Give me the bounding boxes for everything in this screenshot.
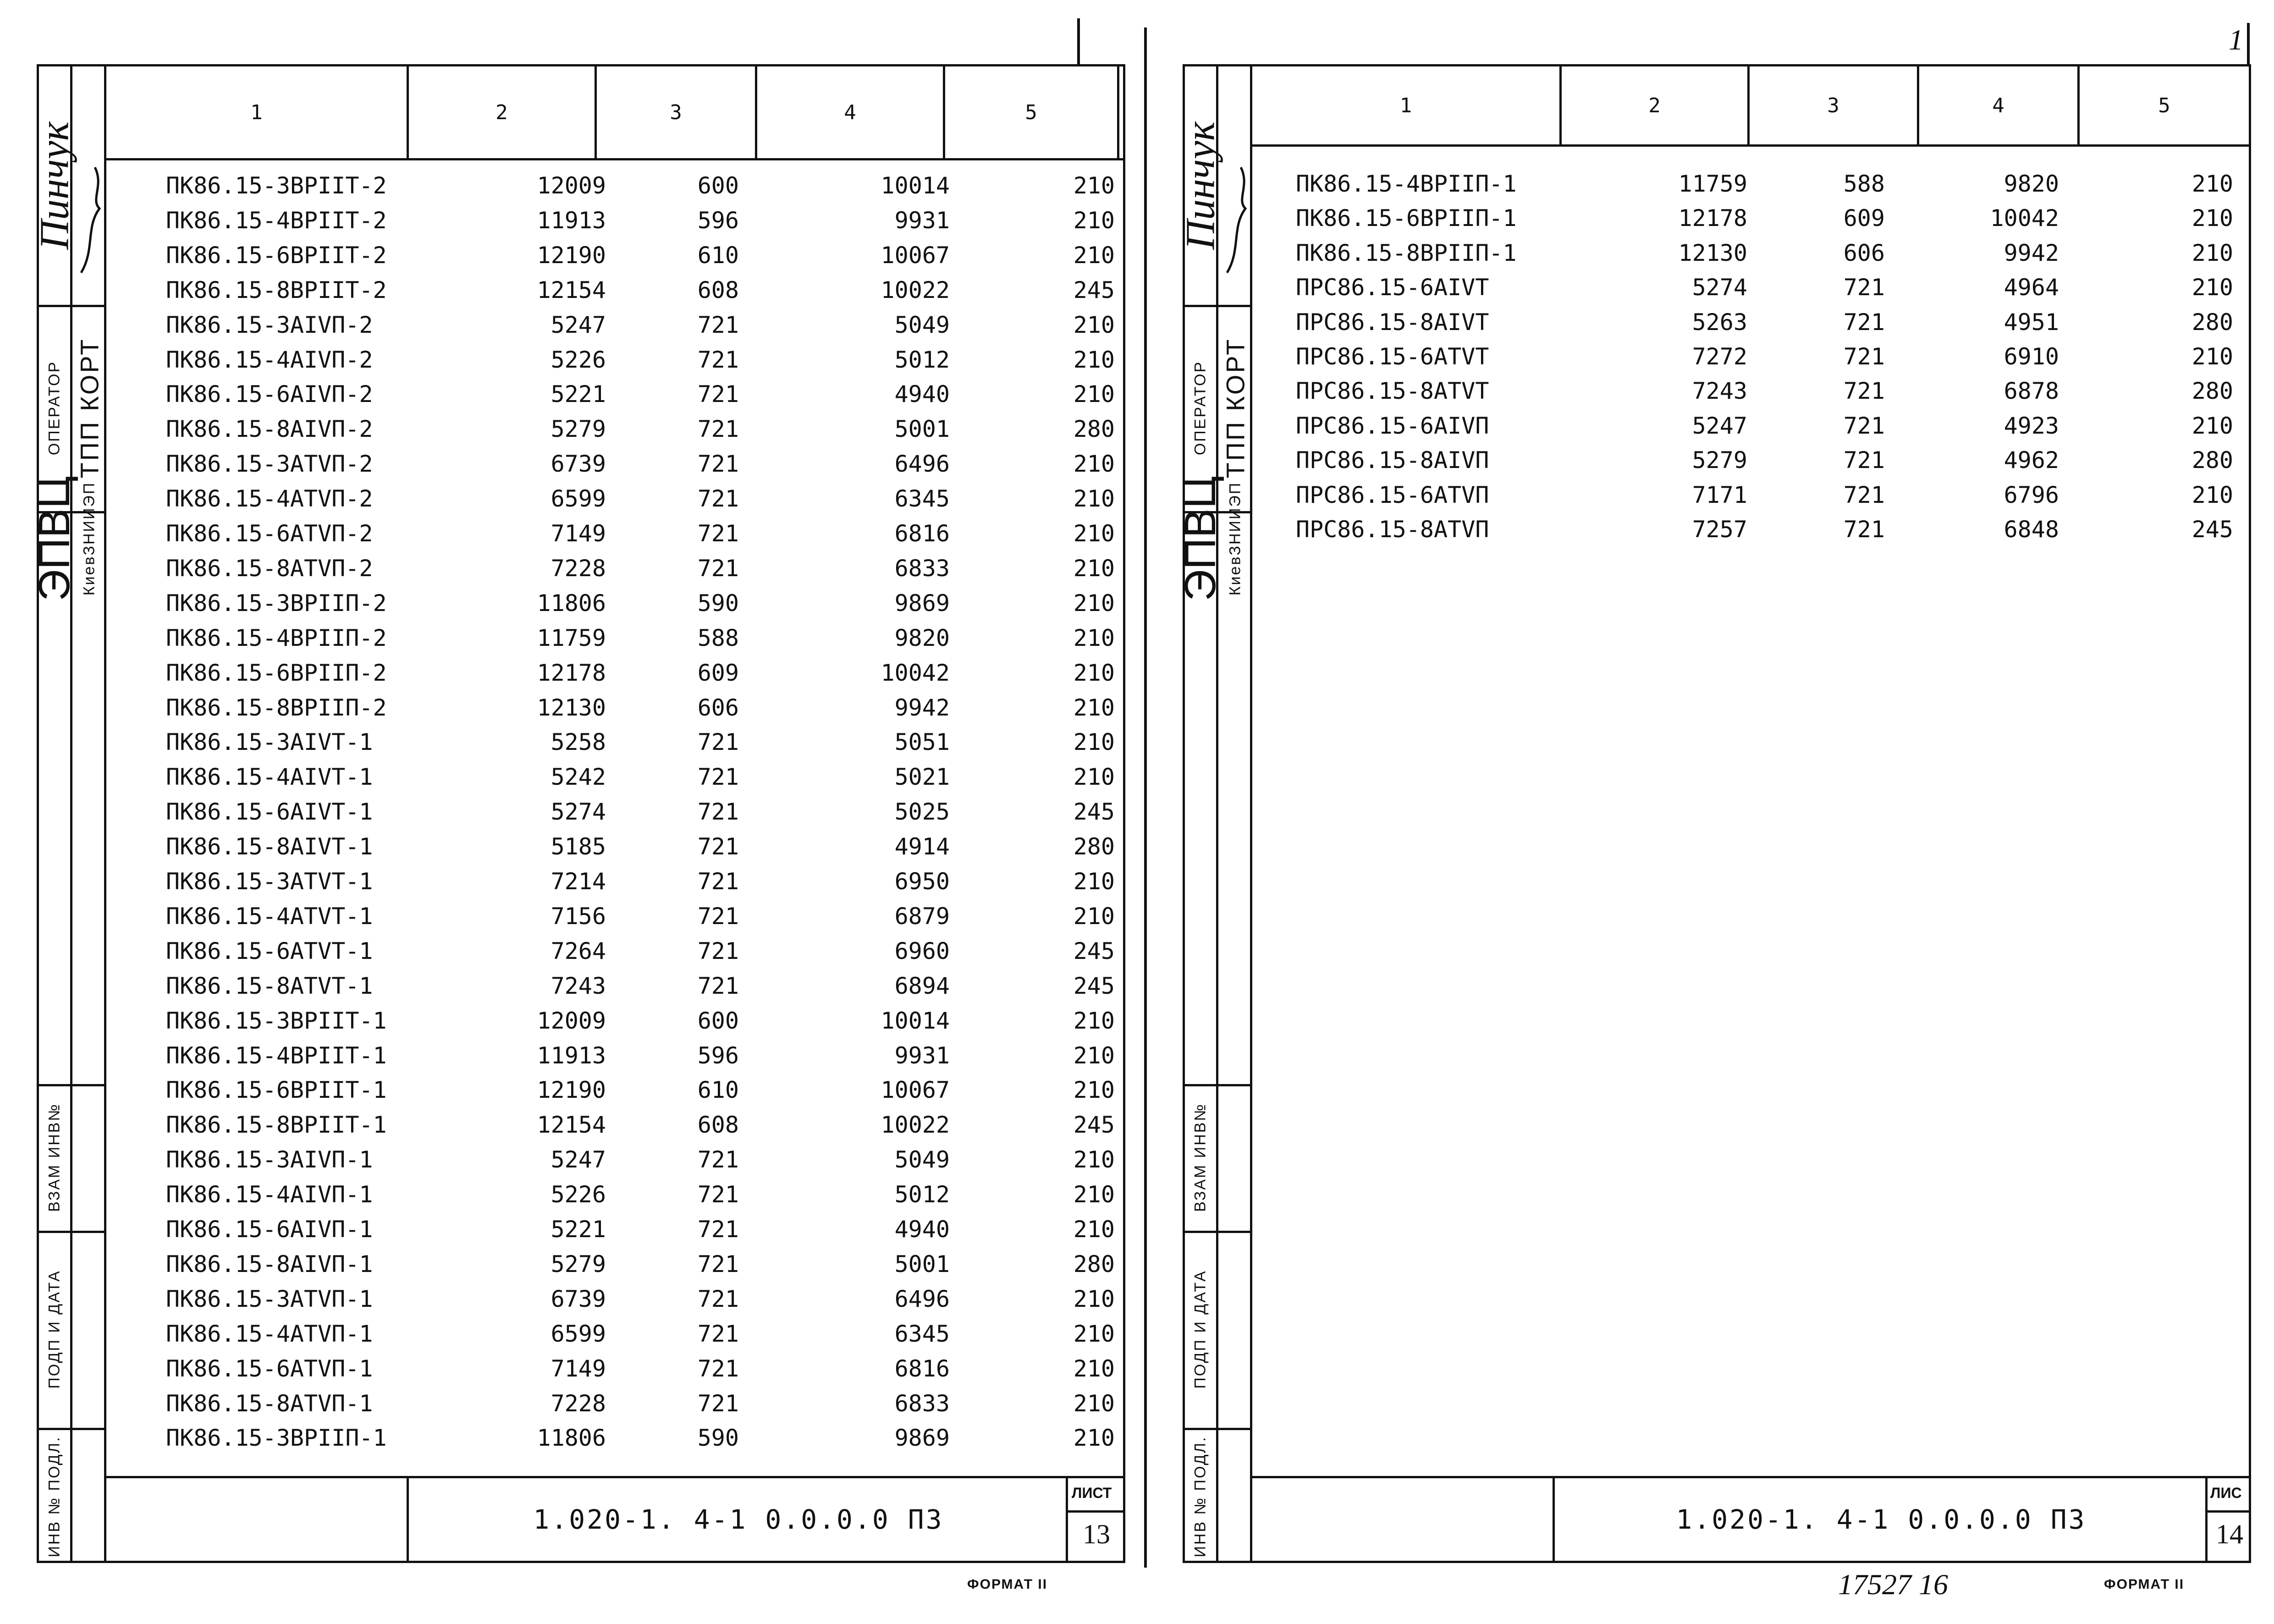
cell-value-2: 7228 (551, 1390, 606, 1417)
cell-value-4: 10067 (881, 242, 950, 269)
cell-value-5: 280 (2191, 447, 2233, 474)
cell-value-5: 210 (1073, 1390, 1115, 1417)
cell-value-2: 7214 (551, 868, 606, 895)
cell-mark: ПК86.15-4ВРIIП-1 (1296, 171, 1517, 197)
cell-mark: ПК86.15-4АIVП-2 (166, 346, 373, 373)
cell-value-2: 12154 (537, 276, 606, 303)
cell-value-5: 210 (1073, 868, 1115, 895)
cell-value-2: 11806 (537, 589, 606, 617)
cell-mark: ПРС86.15-6АIVТ (1296, 274, 1489, 301)
cell-value-5: 210 (1073, 242, 1115, 269)
cell-value-4: 6878 (2004, 378, 2059, 405)
cell-value-2: 5226 (551, 1181, 606, 1208)
col-header-4: 4 (757, 66, 945, 158)
cell-mark: ПК86.15-6АIVП-2 (166, 381, 373, 408)
cell-value-2: 5242 (551, 764, 606, 791)
cell-value-2: 5247 (1692, 412, 1747, 439)
signature-mark (77, 158, 106, 277)
col-header-5: 5 (2158, 94, 2170, 117)
col-header-3: 3 (1750, 66, 1919, 144)
cell-value-5: 210 (1073, 1355, 1115, 1382)
cell-mark: ПК86.15-4АIVП-1 (166, 1181, 373, 1208)
operator-sub: ТПП КОРТ (1221, 337, 1250, 479)
cell-value-2: 11913 (537, 207, 606, 234)
cell-mark: ПК86.15-3АIVП-1 (166, 1146, 373, 1173)
list-number: 13 (1083, 1519, 1110, 1549)
doc-code: 1.020-1. 4-1 0.0.0.0 ПЗ (533, 1504, 944, 1535)
cell-value-4: 5012 (894, 1181, 950, 1208)
cell-value-2: 7156 (551, 903, 606, 930)
list-box (1066, 1478, 1123, 1561)
cell-value-5: 210 (1073, 346, 1115, 373)
cell-value-2: 6599 (551, 1320, 606, 1347)
cell-value-4: 9820 (894, 624, 950, 651)
cell-value-4: 4914 (894, 833, 950, 860)
cell-value-5: 210 (2191, 239, 2233, 266)
list-number: 14 (2216, 1519, 2243, 1549)
signature-mark (1222, 158, 1252, 277)
cell-value-4: 5012 (894, 346, 950, 373)
cell-value-4: 10022 (881, 1112, 950, 1139)
cell-mark: ПК86.15-8АIVП-1 (166, 1250, 373, 1277)
handwritten-number: 17527 16 (1838, 1568, 1948, 1601)
table-header (106, 66, 1123, 160)
operator-label: ОПЕРАТОР (1191, 360, 1209, 456)
cell-value-5: 210 (1073, 659, 1115, 686)
cell-mark: ПК86.15-4ВРIIТ-2 (166, 207, 387, 234)
cell-value-2: 5221 (551, 1216, 606, 1243)
cell-mark: ПРС86.15-8АТVП (1296, 516, 1489, 543)
operator-sub: ТПП КОРТ (75, 337, 104, 479)
cell-value-3: 606 (697, 694, 739, 721)
list-label: ЛИС (2210, 1485, 2242, 1501)
cell-value-5: 210 (1073, 1216, 1115, 1243)
cell-value-3: 588 (697, 624, 739, 651)
cell-value-2: 5226 (551, 346, 606, 373)
cell-mark: ПК86.15-8ВРIIТ-2 (166, 276, 387, 303)
cell-mark: ПРС86.15-8АIVП (1296, 447, 1489, 474)
cell-value-2: 5247 (551, 1146, 606, 1173)
cell-value-4: 5025 (894, 798, 950, 826)
cell-value-5: 210 (1073, 1425, 1115, 1452)
cell-mark: ПК86.15-6АIVТ-1 (166, 798, 373, 826)
cell-value-2: 12154 (537, 1112, 606, 1139)
cell-value-4: 9869 (894, 1425, 950, 1452)
podp-data-label: ПОДП И ДАТА (1191, 1270, 1209, 1389)
cell-value-5: 210 (1073, 903, 1115, 930)
cell-mark: ПК86.15-8ВРIIТ-1 (166, 1112, 387, 1139)
cell-value-5: 210 (1073, 694, 1115, 721)
cell-mark: ПК86.15-3АIVТ-1 (166, 729, 373, 756)
cell-value-4: 4951 (2004, 308, 2059, 336)
cell-value-5: 245 (1073, 1112, 1115, 1139)
side-stamp (1176, 64, 1252, 1563)
cell-value-3: 721 (697, 729, 739, 756)
cell-value-4: 5001 (894, 1250, 950, 1277)
cell-value-5: 210 (1073, 520, 1115, 547)
signature-text: Пинчук (32, 121, 77, 250)
cell-value-3: 600 (697, 172, 739, 199)
cell-mark: ПК86.15-3ВРIIП-1 (166, 1425, 387, 1452)
cell-value-5: 210 (2191, 171, 2233, 197)
cell-value-2: 5279 (551, 416, 606, 443)
cell-value-3: 721 (697, 1355, 739, 1382)
cell-value-5: 210 (1073, 1042, 1115, 1069)
cell-value-2: 7149 (551, 1355, 606, 1382)
cell-value-3: 721 (697, 937, 739, 964)
cell-value-5: 210 (1073, 1007, 1115, 1034)
sheet-14 (1176, 64, 2251, 1601)
cell-value-2: 6739 (551, 451, 606, 478)
cell-value-4: 6496 (894, 1285, 950, 1312)
cell-value-4: 9942 (2004, 239, 2059, 266)
cell-value-5: 280 (2191, 308, 2233, 336)
col-header-3: 3 (597, 66, 757, 158)
cell-mark: ПК86.15-8АТVТ-1 (166, 972, 373, 999)
cell-mark: ПРС86.15-6АТVП (1296, 481, 1489, 508)
cell-mark: ПРС86.15-6АТVТ (1296, 343, 1489, 370)
cell-mark: ПК86.15-6ВРIIП-2 (166, 659, 387, 686)
list-box (2205, 1478, 2249, 1561)
cell-value-4: 4964 (2004, 274, 2059, 301)
cell-value-4: 4923 (2004, 412, 2059, 439)
cell-mark: ПК86.15-6АIVП-1 (166, 1216, 373, 1243)
cell-value-5: 210 (1073, 1320, 1115, 1347)
cell-value-3: 721 (1843, 447, 1885, 474)
cell-value-3: 600 (697, 1007, 739, 1034)
cell-value-3: 721 (1843, 516, 1885, 543)
cell-mark: ПК86.15-4АТVП-1 (166, 1320, 373, 1347)
cell-value-3: 721 (1843, 412, 1885, 439)
cell-value-2: 7272 (1692, 343, 1747, 370)
cell-value-3: 596 (697, 1042, 739, 1069)
cell-value-5: 210 (1073, 1077, 1115, 1104)
cell-mark: ПК86.15-6ВРIIТ-1 (166, 1077, 387, 1104)
cell-value-4: 6833 (894, 1390, 950, 1417)
cell-value-4: 9931 (894, 1042, 950, 1069)
cell-value-3: 609 (697, 659, 739, 686)
cell-value-2: 7257 (1692, 516, 1747, 543)
cell-value-5: 280 (2191, 378, 2233, 405)
cell-value-2: 7171 (1692, 481, 1747, 508)
cell-value-2: 12009 (537, 1007, 606, 1034)
cell-value-3: 721 (1843, 308, 1885, 336)
cell-value-5: 210 (1073, 1146, 1115, 1173)
cell-mark: ПРС86.15-8АIVТ (1296, 308, 1489, 336)
cell-value-4: 6960 (894, 937, 950, 964)
org-label: ЭПВЦ (1176, 476, 1225, 601)
cell-value-5: 210 (2191, 343, 2233, 370)
cell-value-3: 721 (1843, 274, 1885, 301)
cell-value-4: 6816 (894, 520, 950, 547)
cell-value-3: 721 (697, 1320, 739, 1347)
cell-value-2: 12130 (1678, 239, 1747, 266)
corner-number: 1 (2229, 23, 2243, 56)
cell-value-3: 721 (697, 972, 739, 999)
cell-value-3: 721 (697, 311, 739, 338)
cell-value-3: 721 (697, 798, 739, 826)
org-sub: КиевЗНИИЭП (1226, 481, 1244, 596)
cell-value-4: 6950 (894, 868, 950, 895)
cell-value-4: 10042 (881, 659, 950, 686)
cell-mark: ПК86.15-8АТVП-2 (166, 555, 373, 582)
format-label: ФОРМАТ II (967, 1577, 1048, 1592)
cell-mark: ПРС86.15-6АIVП (1296, 412, 1489, 439)
cell-mark: ПК86.15-3АТVП-2 (166, 451, 373, 478)
cell-value-3: 721 (1843, 481, 1885, 508)
cell-value-2: 7243 (1692, 378, 1747, 405)
cell-mark: ПК86.15-8АIVП-2 (166, 416, 373, 443)
cell-value-4: 6879 (894, 903, 950, 930)
col-header-4: 4 (1919, 66, 2080, 144)
col-header-2: 2 (1562, 66, 1750, 144)
cell-value-4: 6345 (894, 1320, 950, 1347)
cell-value-3: 721 (697, 520, 739, 547)
cell-value-4: 4940 (894, 381, 950, 408)
cell-mark: ПК86.15-8ВРIIП-2 (166, 694, 387, 721)
cell-mark: ПК86.15-6АТVП-1 (166, 1355, 373, 1382)
cell-value-5: 210 (1073, 207, 1115, 234)
cell-value-4: 4940 (894, 1216, 950, 1243)
cell-value-4: 6894 (894, 972, 950, 999)
cell-value-4: 9931 (894, 207, 950, 234)
cell-value-2: 12178 (1678, 205, 1747, 232)
cell-value-3: 721 (697, 833, 739, 860)
cell-value-2: 6599 (551, 485, 606, 512)
cell-value-2: 11759 (1678, 171, 1747, 197)
cell-value-2: 7243 (551, 972, 606, 999)
podp-data-label: ПОДП И ДАТА (45, 1270, 63, 1389)
cell-value-4: 5001 (894, 416, 950, 443)
cell-value-5: 210 (1073, 589, 1115, 617)
cell-value-5: 210 (1073, 381, 1115, 408)
cell-value-3: 721 (697, 1390, 739, 1417)
cell-value-3: 721 (1843, 378, 1885, 405)
cell-value-4: 6848 (2004, 516, 2059, 543)
cell-value-2: 5185 (551, 833, 606, 860)
cell-mark: ПК86.15-6ВРIIТ-2 (166, 242, 387, 269)
org-sub: КиевЗНИИЭП (80, 481, 98, 596)
format-label: ФОРМАТ II (2104, 1577, 2185, 1592)
cell-mark: ПК86.15-4АТVП-2 (166, 485, 373, 512)
cell-value-5: 210 (1073, 729, 1115, 756)
cell-value-4: 5049 (894, 1146, 950, 1173)
cell-mark: ПК86.15-8АIVТ-1 (166, 833, 373, 860)
cell-value-5: 210 (1073, 764, 1115, 791)
cell-value-5: 210 (1073, 311, 1115, 338)
cell-value-4: 6345 (894, 485, 950, 512)
cell-value-3: 721 (697, 764, 739, 791)
cell-value-5: 210 (1073, 485, 1115, 512)
cell-value-5: 280 (1073, 416, 1115, 443)
cell-mark: ПК86.15-6ВРIIП-1 (1296, 205, 1517, 232)
cell-value-2: 11759 (537, 624, 606, 651)
cell-value-3: 588 (1843, 171, 1885, 197)
cell-mark: ПК86.15-4АIVТ-1 (166, 764, 373, 791)
cell-mark: ПК86.15-4ВРIIП-2 (166, 624, 387, 651)
col-header-1: 1 (106, 66, 409, 158)
cell-value-3: 609 (1843, 205, 1885, 232)
cell-value-3: 721 (697, 1181, 739, 1208)
cell-mark: ПК86.15-4АТVТ-1 (166, 903, 373, 930)
cell-value-5: 210 (2191, 274, 2233, 301)
cell-value-2: 5263 (1692, 308, 1747, 336)
cell-value-3: 608 (697, 1112, 739, 1139)
table (106, 64, 1125, 1563)
signature-text: Пинчук (1178, 121, 1223, 250)
cell-value-4: 6796 (2004, 481, 2059, 508)
cell-value-2: 5221 (551, 381, 606, 408)
cell-value-2: 7228 (551, 555, 606, 582)
cell-mark: ПК86.15-3ВРIIТ-2 (166, 172, 387, 199)
col-header-2: 2 (409, 66, 597, 158)
cell-value-3: 596 (697, 207, 739, 234)
cell-mark: ПРС86.15-8АТVТ (1296, 378, 1489, 405)
cell-mark: ПК86.15-6АТVТ-1 (166, 937, 373, 964)
cell-value-5: 245 (1073, 798, 1115, 826)
cell-value-4: 6910 (2004, 343, 2059, 370)
cell-value-5: 210 (1073, 1181, 1115, 1208)
cell-value-5: 245 (1073, 276, 1115, 303)
cell-value-2: 5274 (551, 798, 606, 826)
cell-value-3: 721 (697, 381, 739, 408)
cell-mark: ПК86.15-3АТVП-1 (166, 1285, 373, 1312)
cell-value-2: 7149 (551, 520, 606, 547)
cell-value-4: 10022 (881, 276, 950, 303)
inv-podl-label: ИНВ № ПОДЛ. (45, 1436, 63, 1558)
cell-value-3: 721 (697, 1146, 739, 1173)
cell-value-4: 10014 (881, 172, 950, 199)
cell-mark: ПК86.15-4ВРIIТ-1 (166, 1042, 387, 1069)
cell-value-3: 590 (697, 589, 739, 617)
cell-value-3: 721 (697, 903, 739, 930)
title-block (106, 1476, 1123, 1561)
cell-value-3: 721 (697, 1216, 739, 1243)
cell-mark: ПК86.15-3ВРIIП-2 (166, 589, 387, 617)
cell-value-4: 4962 (2004, 447, 2059, 474)
cell-value-4: 5051 (894, 729, 950, 756)
cell-value-5: 245 (1073, 937, 1115, 964)
cell-value-3: 606 (1843, 239, 1885, 266)
cell-value-5: 210 (1073, 172, 1115, 199)
cell-value-2: 5258 (551, 729, 606, 756)
cell-value-2: 5279 (551, 1250, 606, 1277)
operator-label: ОПЕРАТОР (45, 360, 63, 456)
cell-mark: ПК86.15-6АТVП-2 (166, 520, 373, 547)
cell-value-3: 590 (697, 1425, 739, 1452)
cell-value-4: 5021 (894, 764, 950, 791)
cell-value-4: 9942 (894, 694, 950, 721)
cell-value-4: 10014 (881, 1007, 950, 1034)
cell-value-2: 6739 (551, 1285, 606, 1312)
cell-mark: ПК86.15-8ВРIIП-1 (1296, 239, 1517, 266)
cell-value-2: 5274 (1692, 274, 1747, 301)
cell-value-3: 721 (1843, 343, 1885, 370)
cell-value-5: 210 (2191, 205, 2233, 232)
cell-mark: ПК86.15-8АТVП-1 (166, 1390, 373, 1417)
vzam-label: ВЗАМ ИНВ№ (45, 1103, 63, 1212)
cell-value-4: 10042 (1990, 205, 2059, 232)
cell-value-5: 210 (1073, 1285, 1115, 1312)
cell-value-4: 9869 (894, 589, 950, 617)
cell-value-3: 721 (697, 485, 739, 512)
table (1252, 64, 2251, 1563)
cell-mark: ПК86.15-3ВРIIТ-1 (166, 1007, 387, 1034)
cell-value-4: 9820 (2004, 171, 2059, 197)
cell-value-5: 210 (1073, 451, 1115, 478)
inv-podl-label: ИНВ № ПОДЛ. (1191, 1436, 1209, 1558)
cell-value-5: 280 (1073, 1250, 1115, 1277)
cell-value-5: 210 (2191, 481, 2233, 508)
cell-value-4: 6816 (894, 1355, 950, 1382)
cell-value-2: 11913 (537, 1042, 606, 1069)
cell-value-2: 12130 (537, 694, 606, 721)
cell-value-4: 10067 (881, 1077, 950, 1104)
cell-value-3: 721 (697, 1285, 739, 1312)
cell-value-5: 245 (1073, 972, 1115, 999)
cell-mark: ПК86.15-3АIVП-2 (166, 311, 373, 338)
cell-value-5: 210 (1073, 624, 1115, 651)
cell-value-5: 210 (2191, 412, 2233, 439)
cell-value-2: 12009 (537, 172, 606, 199)
org-label: ЭПВЦ (30, 476, 79, 601)
table-header (1252, 66, 2249, 147)
cell-value-5: 245 (2191, 516, 2233, 543)
list-label: ЛИСТ (1072, 1485, 1112, 1501)
title-block (1252, 1476, 2249, 1561)
cell-value-2: 5279 (1692, 447, 1747, 474)
doc-code: 1.020-1. 4-1 0.0.0.0 ПЗ (1676, 1504, 2087, 1535)
cell-value-2: 11806 (537, 1425, 606, 1452)
sheet-13 (30, 64, 1125, 1592)
cell-value-3: 721 (697, 416, 739, 443)
cell-value-2: 12190 (537, 1077, 606, 1104)
cell-value-3: 721 (697, 555, 739, 582)
vzam-label: ВЗАМ ИНВ№ (1191, 1103, 1209, 1212)
cell-value-3: 721 (697, 346, 739, 373)
cell-value-3: 721 (697, 451, 739, 478)
cell-value-5: 280 (1073, 833, 1115, 860)
col-header-5: 5 (945, 66, 1119, 158)
cell-value-3: 721 (697, 1250, 739, 1277)
cell-value-5: 210 (1073, 555, 1115, 582)
side-stamp (30, 64, 106, 1563)
cell-mark: ПК86.15-3АТVТ-1 (166, 868, 373, 895)
cell-value-3: 610 (697, 1077, 739, 1104)
cell-value-3: 610 (697, 242, 739, 269)
col-header-1: 1 (1252, 66, 1562, 144)
cell-value-2: 7264 (551, 937, 606, 964)
cell-value-2: 5247 (551, 311, 606, 338)
cell-value-4: 6496 (894, 451, 950, 478)
cell-value-3: 608 (697, 276, 739, 303)
cell-value-2: 12190 (537, 242, 606, 269)
cell-value-4: 6833 (894, 555, 950, 582)
cell-value-2: 12178 (537, 659, 606, 686)
cell-value-3: 721 (697, 868, 739, 895)
cell-value-4: 5049 (894, 311, 950, 338)
